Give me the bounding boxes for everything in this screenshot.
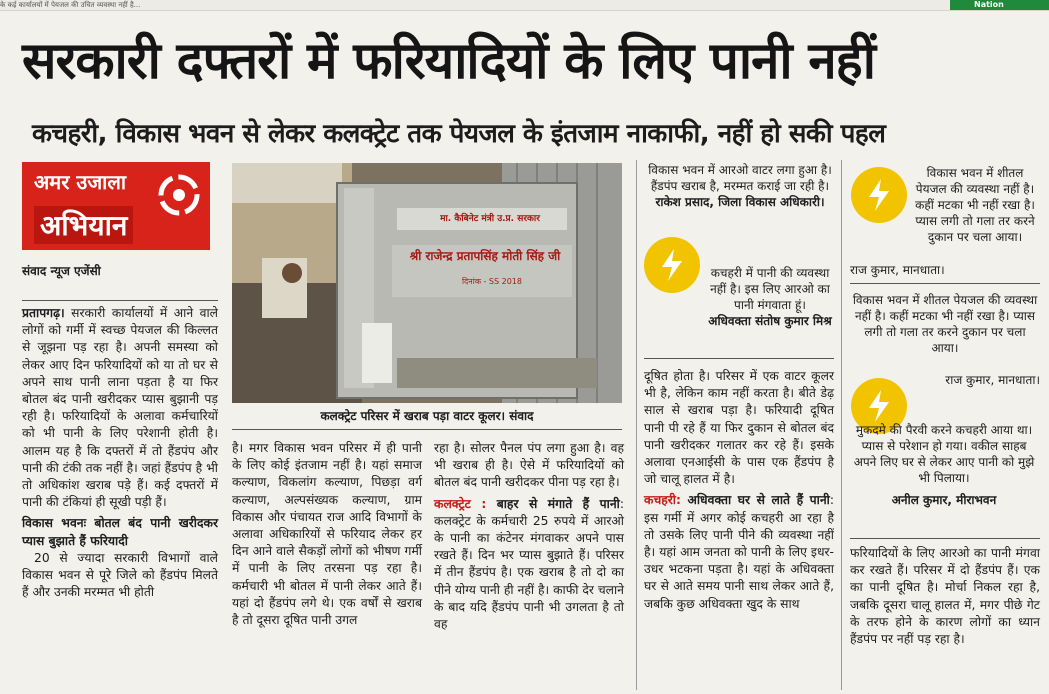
col4-para1: दूषित होता है। परिसर में एक वाटर कूलर भी है, लेकिन काम नहीं करता है। बीते डेढ़ साल से खराब पड़ा है। फरियादी दूषित पानी पी रहे हैं या फिर दुकान से बोतल बंद पानी खरीदकर गलातर कर रहे हैं। इसके अलावा एनआईसी के पास एक हैंडपंप है जो चालू हालत में है। [644,369,834,487]
divider [850,538,1040,539]
photo-caption: कलक्ट्रेट परिसर में खराब पड़ा वाटर कूलर। संवाद [320,409,534,423]
quote-badge-icon [644,237,700,293]
quote-5-text: मुकदमे की पैरवी करने कचहरी आया था। प्यास से परेशान हो गया। वकील साहब अपने लिए घर से लेकर आए पानी को मुझे भी पिलाया। [853,423,1035,485]
quote-2-text: कचहरी में पानी की व्यवस्था नहीं है। इस लिए आरओ का पानी मंगवाता हूं। [710,266,830,312]
logo-line1: अमर उजाला [34,170,127,194]
top-strip [0,0,1049,11]
quote-2-name: अधिवक्ता संतोष कुमार मिश्र [708,314,832,328]
divider [644,358,834,359]
section-tag: Nation [950,0,1049,10]
quote-3-text: विकास भवन में शीतल पेयजल की व्यवस्था नहीं है। कहीं मटका भी नहीं रखा है। प्यास लगी तो गला तर करने दुकान पर चला आया। [915,166,1035,244]
col3-para2: : कलक्ट्रेट के कर्मचारी 25 रुपये में आरओ के पानी का कंटेनर मंगवाकर अपने पास रखते हैं। दिन भर प्यास बुझाते हैं। परिसर में तीन हैंडपंप है। एक खराब है तो दो का पीने योग्य पानी ही नहीं है। काफी देर चलाने के बाद यदि हैंडपंप पानी भी उगलता है तो वह [434,496,624,632]
quote-4-text: विकास भवन में शीतल पेयजल की व्यवस्था नहीं है। कहीं मटका भी नहीं रखा है। प्यास लगी तो गला तर करने दुकान पर चला आया। [852,293,1038,355]
cooler-plaque-line1: मा. कैबिनेट मंत्री उ.प्र. सरकार [440,214,540,224]
byline: संवाद न्यूज एजेंसी [22,264,101,278]
column-divider [841,160,842,690]
cooler-plaque-line3: दिनांक - SS 2018 [461,277,522,286]
cooler-plaque-line2: श्री राजेन्द्र प्रतापसिंह मोती सिंह जी [409,249,561,263]
column-2 [232,440,422,629]
dateline: प्रतापगढ़। [22,306,65,320]
col4-para2: : इस गर्मी में अगर कोई कचहरी आ रहा है तो उसके लिए पानी पीने की व्यवस्था नहीं है। यहां आम जनता को पानी के लिए इधर-उधर भटकना पड़ता है। यहां के अधिवक्ता घर से आते समय पानी साथ लेकर आते हैं, जबकि कुछ अधिवक्ता खुद के साथ [644,493,834,611]
quote-4-name: राज कुमार, मानधाता। [945,373,1040,387]
quote-1-text: विकास भवन में आरओ वाटर लगा हुआ है। हैंडपंप खराब है, मरम्मत कराई जा रही है। [648,163,832,193]
logo-emblem-icon [154,170,204,220]
subheadline: कचहरी, विकास भवन से लेकर कलक्ट्रेट तक पेयजल के इंतजाम नाकाफी, नहीं हो सकी पहल [32,119,886,149]
column-divider [636,160,637,690]
col5-para1: फरियादियों के लिए आरओ का पानी मंगवा कर रखते हैं। परिसर में दो हैंडपंप हैं। एक का पानी दूषित है। मोर्चा निकल रहा है, जबकि दूसरा चालू हालत में, मगर पीछे गेट के तरफ होने के कारण लोगों का ध्यान हैंडपंप पर नहीं पड़ रहा है। [850,546,1040,647]
quote-1-name: राकेश प्रसाद, जिला विकास अधिकारी। [655,195,825,209]
column-4 [644,368,834,613]
quote-badge-icon [851,167,907,223]
quote-3 [912,165,1038,245]
quote-2 [708,265,832,329]
quote-3-name: राज कुमार, मानधाता। [850,263,945,277]
column-3 [434,440,624,633]
col3-para1: रहा है। सोलर पैनल पंप लगा हुआ है। वह भी खराब ही है। ऐसे में फरियादियों को बोतल बंद पानी खरीदकर पीना पड़ रहा है। [434,441,624,490]
col4-subhead: अधिवक्ता घर से लाते हैं पानी [680,493,830,508]
col1-subhead: विकास भवनः बोतल बंद पानी खरीदकर प्यास बुझाते हैं फरियादी [22,516,218,548]
col3-sublabel: कलक्ट्रेट : [434,496,487,511]
top-strip-text: के कई कार्यालयों में पेयजल की उचित व्यवस्था नहीं है... [0,1,141,9]
column-1 [22,305,218,601]
divider [850,283,1040,284]
quote-4 [850,292,1040,356]
col2-text: है। मगर विकास भवन परिसर में ही पानी के लिए कोई इंतजाम नहीं है। यहां समाज कल्याण, विकलांग कल्याण, पिछड़ा वर्ग कल्याण, अल्पसंख्यक कल्याण, ग्राम विकास और पंचायत राज आदि विभागों के अलावा अधिकारियों से फरियाद लेकर हर दिन आने वाले सैकड़ों लोगों को भीषण गर्मी में पानी के लिए तरसना पड़ रहा है। कर्मचारी भी बोतल में पानी लेकर आते हैं। यहां दो हैंडपंप लगे थे। एक वर्षों से खराब है तो दूसरा दूषित पानी उगल [232,441,422,628]
col1-para3: 20 से ज्यादा सरकारी विभागों वाले विकास भवन से पूरे जिले को हैंडपंप मिलते हैं और उनकी मरम्मत भी होती [22,550,218,600]
col1-para1: सरकारी कार्यालयों में आने वाले लोगों को गर्मी में स्वच्छ पेयजल की किल्लत से जूझना पड़ रहा है। अपनी समस्या को लेकर आए दिन फरियादियों को या तो घर से अपने साथ पानी लाना पड़ता है या फिर बोतल बंद पानी खरीदकर प्यास बुझानी पड़ रही है। फरियादियों के अलावा कर्मचारियों को भी पानी के लिए परेशानी होती है। आलम यह है कि दफ्तरों में तो हैंडपंप और पानी की टंकी तक नहीं है। जहां हैंडपंप है भी तो अधिकांश खराब पड़े हैं। कई दफ्तरों में पानी की टंकियां ही सूखी पड़ी हैं। [22,306,218,510]
column-5 [850,545,1040,648]
col3-subhead: बाहर से मंगाते हैं पानी [486,496,620,511]
amar-ujala-abhiyan-logo [22,162,210,250]
headline: सरकारी दफ्तरों में फरियादियों के लिए पानी नहीं [22,32,875,91]
divider [22,300,218,301]
quote-5 [850,422,1038,508]
divider [232,429,622,430]
col4-sublabel: कचहरी: [644,493,681,508]
water-cooler-photo [232,163,622,403]
quote-1 [648,162,832,210]
logo-line2: अभियान [34,206,133,244]
quote-5-name: अनील कुमार, मीराभवन [891,493,997,507]
